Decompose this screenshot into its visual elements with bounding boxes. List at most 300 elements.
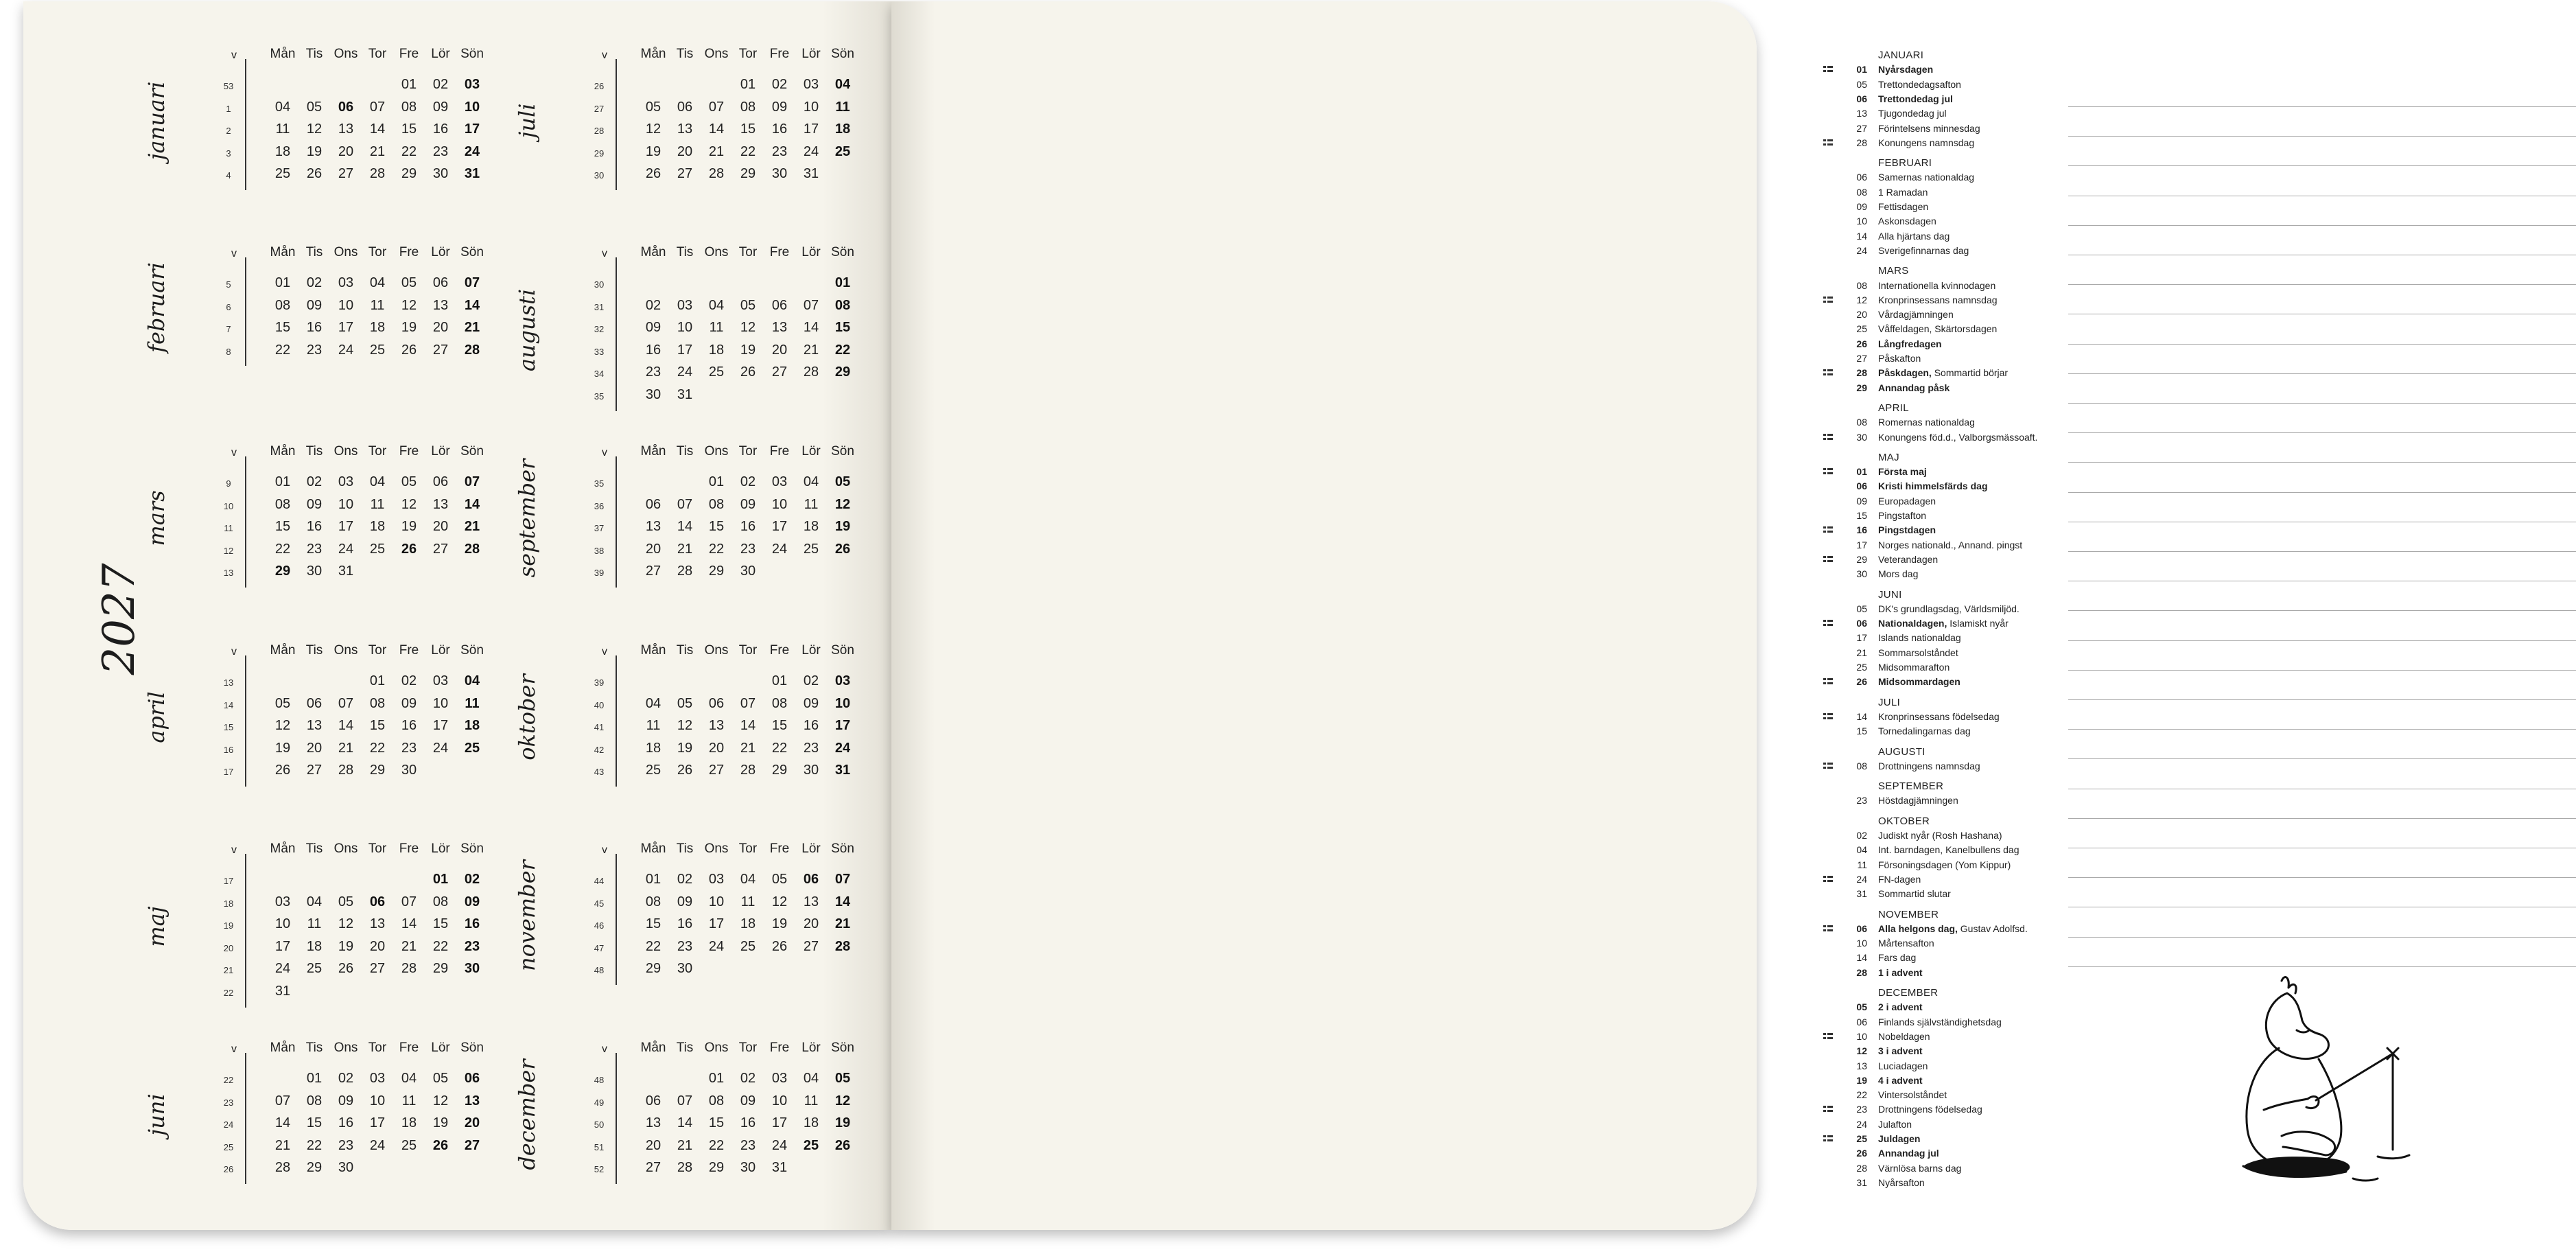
week-number: 45	[594, 898, 605, 909]
holiday-entry	[1849, 431, 2038, 445]
day-cell: 04	[740, 872, 756, 887]
day-cell: 29	[834, 364, 851, 380]
holiday-date: 27	[1856, 122, 1867, 134]
day-cell: 20	[432, 320, 449, 336]
day-cell: 05	[771, 872, 788, 887]
holiday-date: 04	[1856, 844, 1867, 856]
day-cell: 17	[834, 718, 851, 734]
writing-line	[2068, 136, 2576, 137]
day-cell: 09	[306, 496, 323, 512]
day-cell: 01	[708, 1071, 725, 1086]
day-cell: 12	[834, 1093, 851, 1108]
month-name-maj: maj	[143, 906, 169, 947]
holiday-name: Trettondedagsafton	[1878, 78, 1961, 90]
holiday-entry	[1849, 1075, 2028, 1089]
holiday-entry	[1849, 1177, 2028, 1191]
holiday-name: Trettondedag jul	[1878, 93, 1953, 104]
holiday-entry	[1849, 844, 2028, 858]
day-header: Tor	[368, 444, 387, 458]
day-cell: 20	[771, 342, 788, 358]
day-cell: 16	[306, 320, 323, 336]
day-cell: 06	[645, 496, 661, 512]
day-cell: 12	[401, 496, 417, 512]
day-cell: 06	[708, 695, 725, 711]
month-name-januari: januari	[143, 81, 169, 160]
holiday-entry	[1849, 309, 2028, 323]
day-cell: 27	[432, 342, 449, 358]
day-cell: 28	[274, 1160, 291, 1176]
week-number: 36	[594, 500, 605, 511]
writing-line	[2068, 165, 2576, 166]
writing-line	[2068, 403, 2576, 404]
day-header: Ons	[704, 1041, 729, 1055]
holiday-date: 27	[1856, 353, 1867, 364]
flag-day-icon	[1823, 66, 1833, 73]
day-cell: 01	[771, 673, 788, 688]
holiday-note: Sommartid börjar	[1931, 367, 2009, 379]
week-number: 26	[223, 1164, 234, 1175]
holiday-entry	[1849, 524, 2028, 538]
writing-line	[2068, 106, 2576, 107]
day-cell: 26	[677, 763, 693, 778]
day-cell: 26	[274, 763, 291, 778]
holiday-name: Vintersolståndet	[1878, 1089, 1947, 1101]
day-cell: 13	[338, 121, 354, 137]
holiday-entry	[1849, 1119, 2028, 1133]
holiday-entry	[1849, 417, 2028, 430]
writing-line	[2068, 699, 2576, 700]
month-name-juli: juli	[514, 103, 540, 138]
holiday-entry	[1849, 888, 2028, 902]
holiday-entry	[1849, 603, 2028, 617]
day-cell: 21	[803, 342, 819, 358]
holiday-entry	[1849, 1045, 2028, 1059]
day-cell: 14	[338, 718, 354, 734]
holiday-name: Våffeldagen, Skärtorsdagen	[1878, 323, 1998, 335]
day-cell: 20	[432, 519, 449, 535]
week-number: 7	[226, 324, 231, 335]
writing-line	[2068, 462, 2576, 463]
week-number: 40	[594, 699, 605, 710]
holiday-entry	[1849, 760, 2028, 774]
day-header: Sön	[831, 841, 854, 856]
day-cell: 11	[370, 297, 385, 313]
month-divider	[245, 59, 246, 190]
day-cell: 15	[740, 121, 756, 137]
day-header: Tis	[676, 643, 694, 658]
day-cell: 17	[274, 938, 291, 954]
holiday-name: Nyårsafton	[1878, 1176, 1925, 1188]
holiday-name: DK's grundlagsdag, Världsmiljöd.	[1878, 603, 2019, 614]
week-number: 11	[224, 523, 233, 534]
day-header: Sön	[831, 643, 854, 658]
day-cell: 22	[274, 342, 291, 358]
day-cell: 04	[645, 695, 661, 711]
day-cell: 22	[771, 740, 788, 756]
flag-day-icon	[1823, 713, 1833, 720]
day-cell: 15	[274, 519, 291, 535]
day-cell: 18	[740, 916, 756, 932]
day-cell: 25	[464, 740, 480, 756]
planner-spread	[23, 1, 2038, 1230]
day-cell: 29	[740, 166, 756, 182]
holiday-date: 05	[1856, 1001, 1867, 1013]
holiday-name: Askonsdagen	[1878, 216, 1936, 227]
week-number: 31	[594, 301, 605, 312]
week-number: 30	[594, 170, 605, 181]
day-header: Tor	[368, 841, 387, 856]
holiday-entry	[1849, 859, 2028, 873]
day-cell: 26	[401, 342, 417, 358]
day-cell: 26	[740, 364, 756, 380]
day-header: Tis	[305, 841, 323, 856]
week-header: v	[231, 646, 237, 658]
holiday-date: 08	[1856, 417, 1867, 428]
week-number: 17	[223, 876, 234, 886]
day-cell: 18	[306, 938, 323, 954]
day-header: Lör	[431, 1041, 450, 1055]
day-cell: 29	[708, 1160, 725, 1176]
day-cell: 26	[834, 1137, 851, 1153]
day-cell: 05	[338, 894, 354, 909]
holiday-entry	[1849, 923, 2028, 937]
holiday-date: 26	[1856, 338, 1867, 349]
day-header: Tor	[368, 643, 387, 658]
month-januari	[143, 47, 484, 225]
day-cell: 24	[677, 364, 693, 380]
day-cell: 02	[432, 77, 449, 92]
holiday-entry	[1849, 632, 2028, 646]
day-cell: 19	[432, 1115, 449, 1131]
day-cell: 06	[432, 275, 449, 290]
holiday-date: 23	[1856, 795, 1867, 806]
week-number: 17	[223, 767, 234, 778]
holiday-date: 11	[1857, 859, 1867, 870]
holiday-name: Fars dag	[1878, 952, 1917, 964]
writing-line	[2068, 670, 2576, 671]
day-header: Ons	[704, 841, 729, 856]
day-cell: 13	[306, 718, 323, 734]
month-april	[143, 643, 484, 822]
writing-line	[2068, 729, 2576, 730]
day-cell: 28	[464, 541, 480, 557]
week-number: 32	[594, 324, 605, 335]
day-cell: 11	[401, 1093, 417, 1108]
day-cell: 19	[274, 740, 291, 756]
holiday-name: Kristi himmelsfärds dag	[1878, 480, 1988, 492]
holiday-name: 1 i advent	[1878, 966, 1923, 978]
holiday-entry	[1849, 1104, 2028, 1117]
day-cell: 12	[401, 297, 417, 313]
week-number: 21	[223, 965, 234, 976]
month-name-september: september	[514, 458, 540, 577]
holiday-entry	[1849, 662, 2028, 675]
right-page-holidays	[891, 1, 2038, 1230]
holiday-date: 25	[1856, 323, 1867, 335]
week-number: 51	[594, 1141, 605, 1152]
day-header: Tor	[368, 47, 387, 61]
week-number: 33	[594, 346, 605, 357]
holiday-date: 10	[1856, 1030, 1867, 1042]
day-cell: 06	[306, 695, 323, 711]
day-cell: 07	[677, 496, 693, 512]
holiday-name: Vårdagjämningen	[1878, 309, 1954, 321]
writing-line	[2068, 758, 2576, 759]
day-header: Lör	[801, 841, 821, 856]
day-header: Ons	[704, 245, 729, 259]
day-cell: 04	[708, 297, 725, 313]
holiday-entry	[1849, 711, 2028, 725]
day-cell: 03	[432, 673, 449, 688]
holiday-date: 15	[1856, 725, 1867, 737]
day-header: Sön	[460, 444, 484, 458]
day-cell: 31	[834, 763, 851, 778]
month-augusti	[514, 245, 854, 423]
day-header: Mån	[270, 245, 296, 259]
holiday-entry	[1849, 496, 2028, 509]
day-cell: 10	[369, 1093, 386, 1108]
holiday-date: 28	[1856, 137, 1867, 148]
day-cell: 23	[803, 740, 819, 756]
day-cell: 27	[645, 564, 661, 579]
day-cell: 02	[677, 872, 693, 887]
day-cell: 03	[708, 872, 725, 887]
day-cell: 03	[274, 894, 291, 909]
day-cell: 21	[740, 740, 756, 756]
day-cell: 08	[771, 695, 788, 711]
month-divider	[245, 854, 246, 1008]
week-number: 5	[226, 279, 231, 290]
day-cell: 28	[708, 166, 725, 182]
holiday-name: FN-dagen	[1878, 873, 1921, 885]
flag-day-icon	[1823, 763, 1833, 769]
week-number: 39	[594, 677, 605, 688]
day-header: Mån	[640, 841, 666, 856]
writing-line	[2068, 818, 2576, 819]
day-cell: 22	[834, 342, 851, 358]
day-cell: 30	[306, 564, 323, 579]
flag-day-icon	[1823, 876, 1833, 883]
day-cell: 25	[274, 166, 291, 182]
day-cell: 03	[338, 474, 354, 489]
day-cell: 18	[834, 121, 851, 137]
day-cell: 10	[834, 695, 851, 711]
day-cell: 13	[432, 496, 449, 512]
holiday-date: 13	[1856, 1060, 1867, 1071]
holiday-month-april: APRIL	[1878, 402, 1909, 414]
day-cell: 20	[369, 938, 386, 954]
day-cell: 12	[677, 718, 693, 734]
day-cell: 18	[464, 718, 480, 734]
day-cell: 07	[834, 872, 851, 887]
month-name-mars: mars	[143, 489, 169, 546]
month-februari	[143, 245, 484, 423]
day-cell: 21	[369, 143, 386, 159]
holiday-note: Gustav Adolfsd.	[1957, 922, 2028, 934]
day-cell: 13	[464, 1093, 480, 1108]
holiday-name: Påskdagen, Sommartid börjar	[1878, 367, 2009, 379]
day-cell: 28	[401, 961, 417, 977]
day-cell: 14	[803, 320, 819, 336]
flag-day-icon	[1823, 468, 1833, 475]
day-cell: 03	[834, 673, 851, 688]
week-number: 39	[594, 568, 605, 579]
day-cell: 26	[338, 961, 354, 977]
holiday-name: 3 i advent	[1878, 1045, 1923, 1057]
writing-line	[2068, 937, 2576, 938]
day-cell: 18	[708, 342, 725, 358]
week-number: 42	[594, 744, 605, 755]
holiday-entry	[1849, 280, 2028, 294]
holiday-name: Kronprinsessans namnsdag	[1878, 294, 1998, 305]
day-header: Mån	[640, 1041, 666, 1055]
day-cell: 03	[464, 77, 480, 92]
day-cell: 21	[677, 541, 693, 557]
day-cell: 22	[708, 1137, 725, 1153]
day-cell: 09	[740, 496, 756, 512]
day-cell: 03	[803, 77, 819, 92]
holiday-entry	[1849, 1060, 2028, 1074]
day-cell: 06	[677, 99, 693, 115]
day-cell: 06	[338, 99, 354, 115]
day-cell: 11	[275, 121, 290, 137]
holiday-date: 13	[1856, 108, 1867, 119]
holiday-name: Mårtensafton	[1878, 938, 1934, 949]
writing-line	[2068, 877, 2576, 878]
holiday-date: 17	[1856, 539, 1867, 550]
day-cell: 26	[834, 541, 851, 557]
day-cell: 19	[834, 519, 851, 535]
holiday-date: 06	[1856, 480, 1867, 492]
holiday-date: 09	[1856, 201, 1867, 212]
week-number: 48	[594, 965, 605, 976]
writing-line	[2068, 225, 2576, 226]
month-divider	[616, 655, 617, 787]
day-cell: 29	[708, 564, 725, 579]
day-cell: 05	[401, 275, 417, 290]
day-cell: 06	[369, 894, 386, 909]
day-cell: 02	[338, 1071, 354, 1086]
holiday-entry	[1849, 1001, 2028, 1015]
day-cell: 11	[307, 916, 322, 932]
holiday-name: Drottningens namnsdag	[1878, 760, 1980, 771]
holiday-date: 22	[1856, 1089, 1867, 1101]
day-cell: 13	[432, 297, 449, 313]
day-cell: 09	[401, 695, 417, 711]
day-cell: 20	[677, 143, 693, 159]
day-header: Lör	[431, 47, 450, 61]
day-cell: 02	[740, 1071, 756, 1086]
holiday-name: Fettisdagen	[1878, 201, 1929, 212]
day-cell: 19	[401, 320, 417, 336]
week-header: v	[231, 844, 237, 856]
holiday-name: Romernas nationaldag	[1878, 417, 1975, 428]
day-header: Fre	[399, 245, 419, 259]
month-divider	[616, 854, 617, 985]
month-divider	[245, 655, 246, 787]
day-cell: 25	[740, 938, 756, 954]
week-number: 37	[594, 523, 605, 534]
day-cell: 14	[708, 121, 725, 137]
day-cell: 23	[771, 143, 788, 159]
day-header: Tis	[676, 47, 694, 61]
day-cell: 07	[464, 474, 480, 489]
holiday-name: Påskafton	[1878, 353, 1921, 364]
month-maj	[143, 841, 484, 1020]
week-number: 6	[226, 301, 231, 312]
day-cell: 30	[803, 763, 819, 778]
holiday-entry	[1849, 187, 2028, 200]
day-cell: 09	[645, 320, 661, 336]
day-cell: 11	[835, 99, 850, 115]
week-header: v	[602, 1043, 607, 1055]
holiday-date: 20	[1856, 309, 1867, 321]
day-header: Fre	[399, 47, 419, 61]
day-cell: 14	[677, 1115, 693, 1131]
day-header: Tis	[676, 245, 694, 259]
writing-line	[2068, 373, 2576, 374]
day-cell: 09	[803, 695, 819, 711]
day-cell: 14	[834, 894, 851, 909]
holiday-date: 21	[1856, 647, 1867, 658]
day-cell: 25	[645, 763, 661, 778]
day-header: Fre	[769, 444, 790, 458]
holiday-date: 08	[1856, 760, 1867, 771]
holiday-name: Alla hjärtans dag	[1878, 230, 1950, 242]
holiday-name: Försoningsdagen (Yom Kippur)	[1878, 859, 2011, 870]
day-cell: 05	[274, 695, 291, 711]
month-name-juni: juni	[143, 1093, 169, 1136]
day-header: Lör	[801, 444, 821, 458]
holiday-name: 4 i advent	[1878, 1074, 1923, 1086]
flag-day-icon	[1823, 297, 1833, 303]
day-cell: 08	[274, 496, 291, 512]
day-cell: 29	[369, 763, 386, 778]
week-header: v	[231, 49, 237, 61]
day-cell: 11	[804, 1093, 819, 1108]
day-cell: 11	[646, 718, 661, 734]
holiday-date: 01	[1856, 64, 1867, 76]
day-cell: 27	[306, 763, 323, 778]
holiday-name: Midsommarafton	[1878, 662, 1950, 673]
day-cell: 02	[306, 474, 323, 489]
day-cell: 14	[740, 718, 756, 734]
day-cell: 21	[677, 1137, 693, 1153]
week-number: 23	[223, 1097, 234, 1108]
day-cell: 12	[274, 718, 291, 734]
week-header: v	[231, 1043, 237, 1055]
day-header: Mån	[640, 643, 666, 658]
day-cell: 23	[306, 541, 323, 557]
day-cell: 29	[401, 166, 417, 182]
holiday-entry	[1849, 725, 2028, 739]
day-cell: 14	[464, 297, 480, 313]
holiday-entry	[1849, 795, 2028, 809]
holiday-entry	[1849, 323, 2028, 337]
holiday-entry	[1849, 967, 2028, 981]
day-cell: 07	[369, 99, 386, 115]
day-cell: 05	[432, 1071, 449, 1086]
day-cell: 27	[432, 541, 449, 557]
day-header: Ons	[704, 643, 729, 658]
day-header: Tis	[676, 841, 694, 856]
day-cell: 23	[401, 740, 417, 756]
day-cell: 01	[432, 872, 449, 887]
holiday-date: 25	[1856, 662, 1867, 673]
day-cell: 07	[464, 275, 480, 290]
day-cell: 21	[464, 519, 480, 535]
holiday-name: Värnlösa barns dag	[1878, 1162, 1962, 1174]
